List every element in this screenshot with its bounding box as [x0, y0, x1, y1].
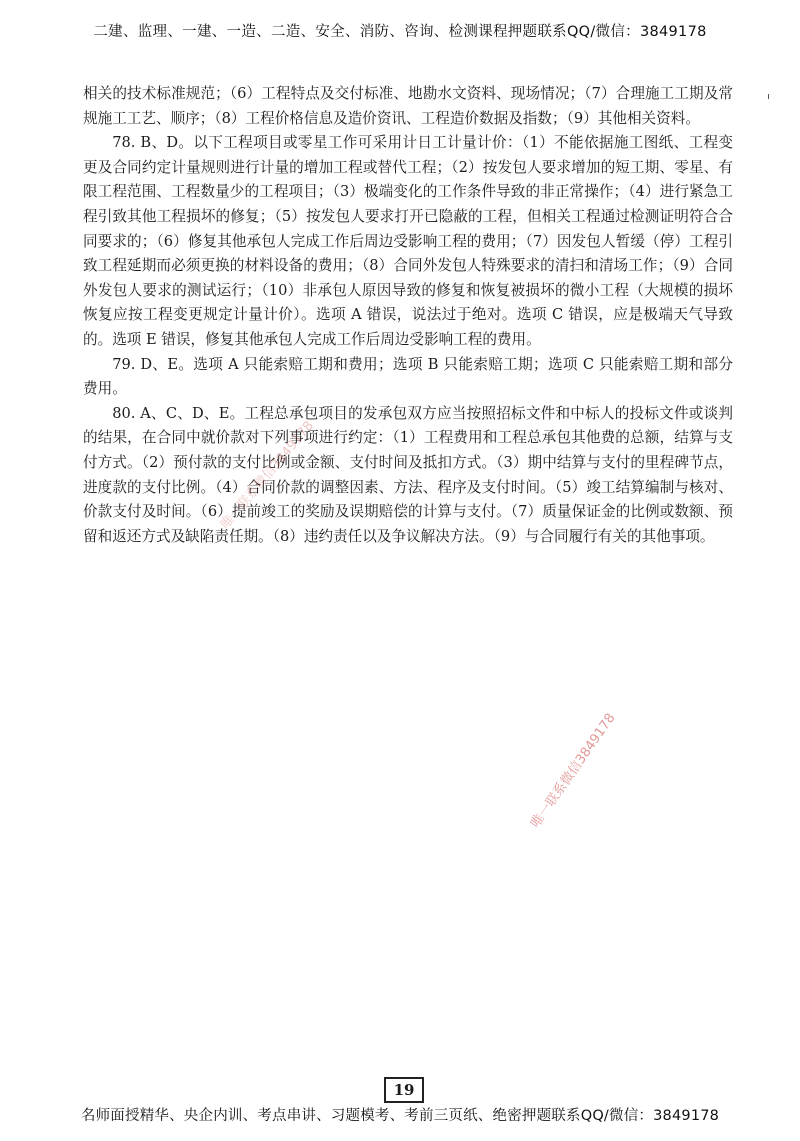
margin-mark: [768, 94, 769, 99]
answer-content: [83, 82, 733, 549]
page-header: 二建、监理、一建、一造、二造、安全、消防、咨询、检测课程押题联系QQ/微信：3849178: [93, 24, 707, 40]
paragraph-continued: 相关的技术标准规范；（6）工程特点及交付标准、地勘水文资料、现场情况；（7）合理施工工期及常规施工工艺、顺序；（8）工程价格信息及造价资讯、工程造价数据及指数；（9）其他相关资料。: [83, 85, 733, 127]
page-number: 19: [384, 1077, 424, 1103]
paragraph-answer-79: 79. D、E。选项 A 只能索赔工期和费用；选项 B 只能索赔工期；选项 C 只能索赔工期和部分费用。: [83, 355, 733, 398]
page-footer: 名师面授精华、央企内训、考点串讲、习题模考、考前三页纸、绝密押题联系QQ/微信：3849178: [80, 1108, 720, 1124]
paragraph-answer-78: 78. B、D。以下工程项目或零星工作可采用计日工计量计价：（1）不能依据施工图纸、工程变更及合同约定计量规则进行计量的增加工程或替代工程；（2）按发包人要求增加的短工期、零星、有限工程范围、工程数量少的工程项目；（3）极端变化的工作条件导致的非正常操作；（4）进行紧急工程引致其他工程损坏的修复；（5）按发包人要求打开已隐蔽的工程，但相关工程通过检测证明符合合同要求的；（6）修复其他承包人完成工作后周边受影响工程的费用；（7）因发包人暂缓（停）工程引致工程延期而必须更换的材料设备的费用；（8）合同外发包人特殊要求的清扫和清场工作；（9）合同外发包人要求的测试运行；（10）非承包人原因导致的修复和恢复被损坏的微小工程（大规模的损坏恢复应按工程变更规定计量计价）。选项 A 错误，说法过于绝对。选项 C 错误，应是极端天气导致的。选项 E 错误，修复其他承包人完成工作后周边受影响工程的费用。: [83, 134, 733, 348]
watermark-faint: 唯一联系微信3849178: [218, 418, 317, 533]
paragraph-answer-80: 80. A、C、D、E。工程总承包项目的发承包双方应当按照招标文件和中标人的投标文件或谈判的结果，在合同中就价款对下列事项进行约定：（1）工程费用和工程总承包其他费的总额，结算与支付方式。（2）预付款的支付比例或金额、支付时间及抵扣方式。（3）期中结算与支付的里程碑节点，进度款的支付比例。（4）合同价款的调整因素、方法、程序及支付时间。（5）竣工结算编制与核对、价款支付及时间。（6）提前竣工的奖励及误期赔偿的计算与支付。（7）质量保证金的比例或数额、预留和返还方式及缺陷责任期。（8）违约责任以及争议解决方法。（9）与合同履行有关的其他事项。: [83, 404, 733, 545]
watermark-stamp: 唯一联系微信3849178: [528, 710, 619, 831]
